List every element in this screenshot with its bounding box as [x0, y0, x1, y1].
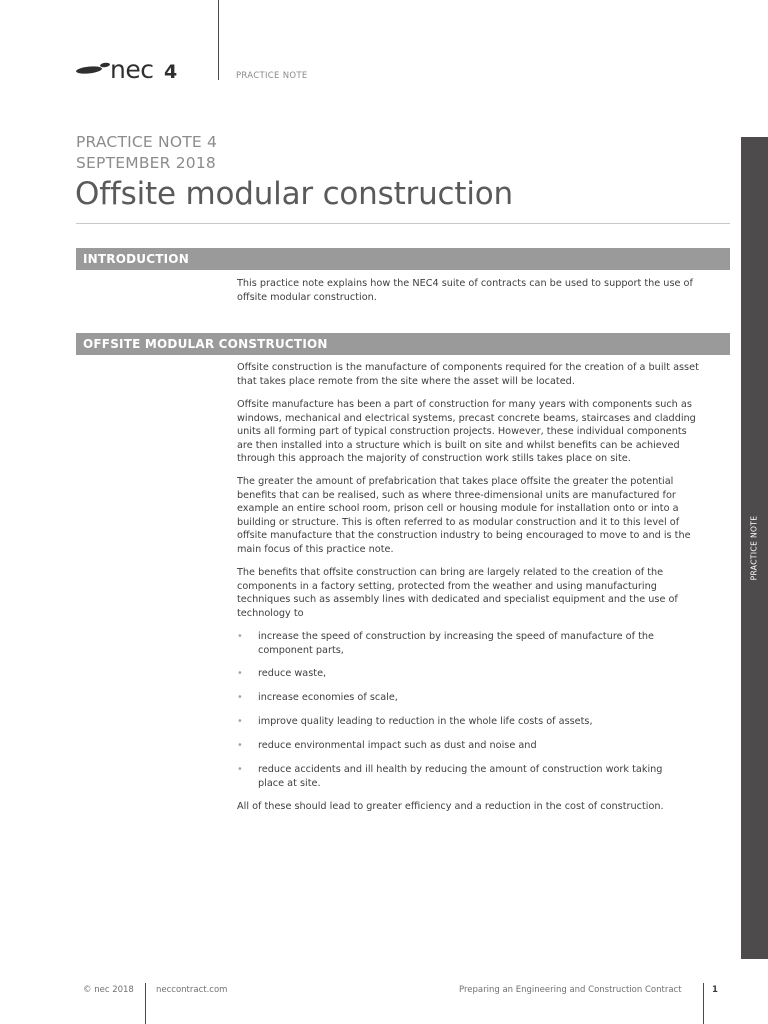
- list-item-text: increase the speed of construction by increasing the speed of manufacture of the component parts,: [258, 631, 654, 656]
- footer-divider: [703, 983, 704, 1024]
- title-divider: [76, 223, 730, 224]
- header-label: PRACTICE NOTE: [236, 71, 308, 81]
- intro-paragraph: This practice note explains how the NEC4 suite of contracts can be used to support the use of offsite modular construction.: [237, 278, 693, 303]
- body-paragraph: The greater the amount of prefabrication that takes place offsite the greater the potential benefits that can be realised, such as where three-dimensional units are manufactured for example an entire school room, prison cell or housing module for installation onto or into a building or structure. This is often referred to as modular construction and it to this level of offsite manufacture that the construction industry to being encouraged to move to and is the main focus of this practice note.: [237, 476, 691, 555]
- bullet-icon: •: [237, 740, 243, 751]
- bullet-icon: •: [237, 716, 243, 727]
- practice-note-date: SEPTEMBER 2018: [76, 154, 216, 172]
- list-item-text: reduce waste,: [258, 668, 327, 679]
- footer-document-title: Preparing an Engineering and Construction Contract: [459, 985, 682, 995]
- bullet-icon: •: [237, 631, 243, 642]
- list-item-text: reduce environmental impact such as dust and noise and: [258, 740, 537, 751]
- footer-website-link[interactable]: neccontract.com: [156, 985, 228, 995]
- section-heading-introduction: INTRODUCTION: [76, 248, 730, 270]
- svg-text:nec: nec: [110, 55, 154, 84]
- header-divider: [218, 0, 219, 80]
- closing-paragraph: All of these should lead to greater efficiency and a reduction in the cost of construction.: [237, 801, 664, 812]
- body-paragraph: Offsite manufacture has been a part of construction for many years with components such as windows, mechanical and electrical systems, precast concrete beams, staircases and cladding units all forming part of typical construction projects. However, these individual components are then installed into a structure which is built on site and whilst benefits can be achieved through this approach the majority of construction work stills takes place on site.: [237, 399, 696, 465]
- body-paragraph: The benefits that offsite construction can bring are largely related to the creation of the components in a factory setting, protected from the weather and using manufacturing techniques such as assembly lines with dedicated and specialist equipment and the use of technology to: [237, 567, 678, 619]
- page-number: 1: [712, 985, 718, 995]
- list-item-text: reduce accidents and ill health by reducing the amount of construction work taking place at site.: [258, 764, 663, 789]
- page-title: Offsite modular construction: [75, 176, 513, 212]
- svg-text:4: 4: [164, 61, 178, 83]
- bullet-icon: •: [237, 692, 243, 703]
- list-item-text: increase economies of scale,: [258, 692, 398, 703]
- practice-note-number: PRACTICE NOTE 4: [76, 133, 218, 151]
- section-heading-offsite: OFFSITE MODULAR CONSTRUCTION: [76, 333, 730, 355]
- bullet-icon: •: [237, 668, 243, 679]
- body-paragraph: Offsite construction is the manufacture of components required for the creation of a built asset that takes place remote from the site where the asset will be located.: [237, 362, 699, 387]
- bullet-icon: •: [237, 764, 243, 775]
- list-item-text: improve quality leading to reduction in the whole life costs of assets,: [258, 716, 593, 727]
- nec4-logo: [76, 50, 186, 86]
- footer-divider: [145, 983, 146, 1024]
- side-tab-label: PRACTICE NOTE: [749, 515, 759, 581]
- footer-copyright: © nec 2018: [83, 985, 134, 995]
